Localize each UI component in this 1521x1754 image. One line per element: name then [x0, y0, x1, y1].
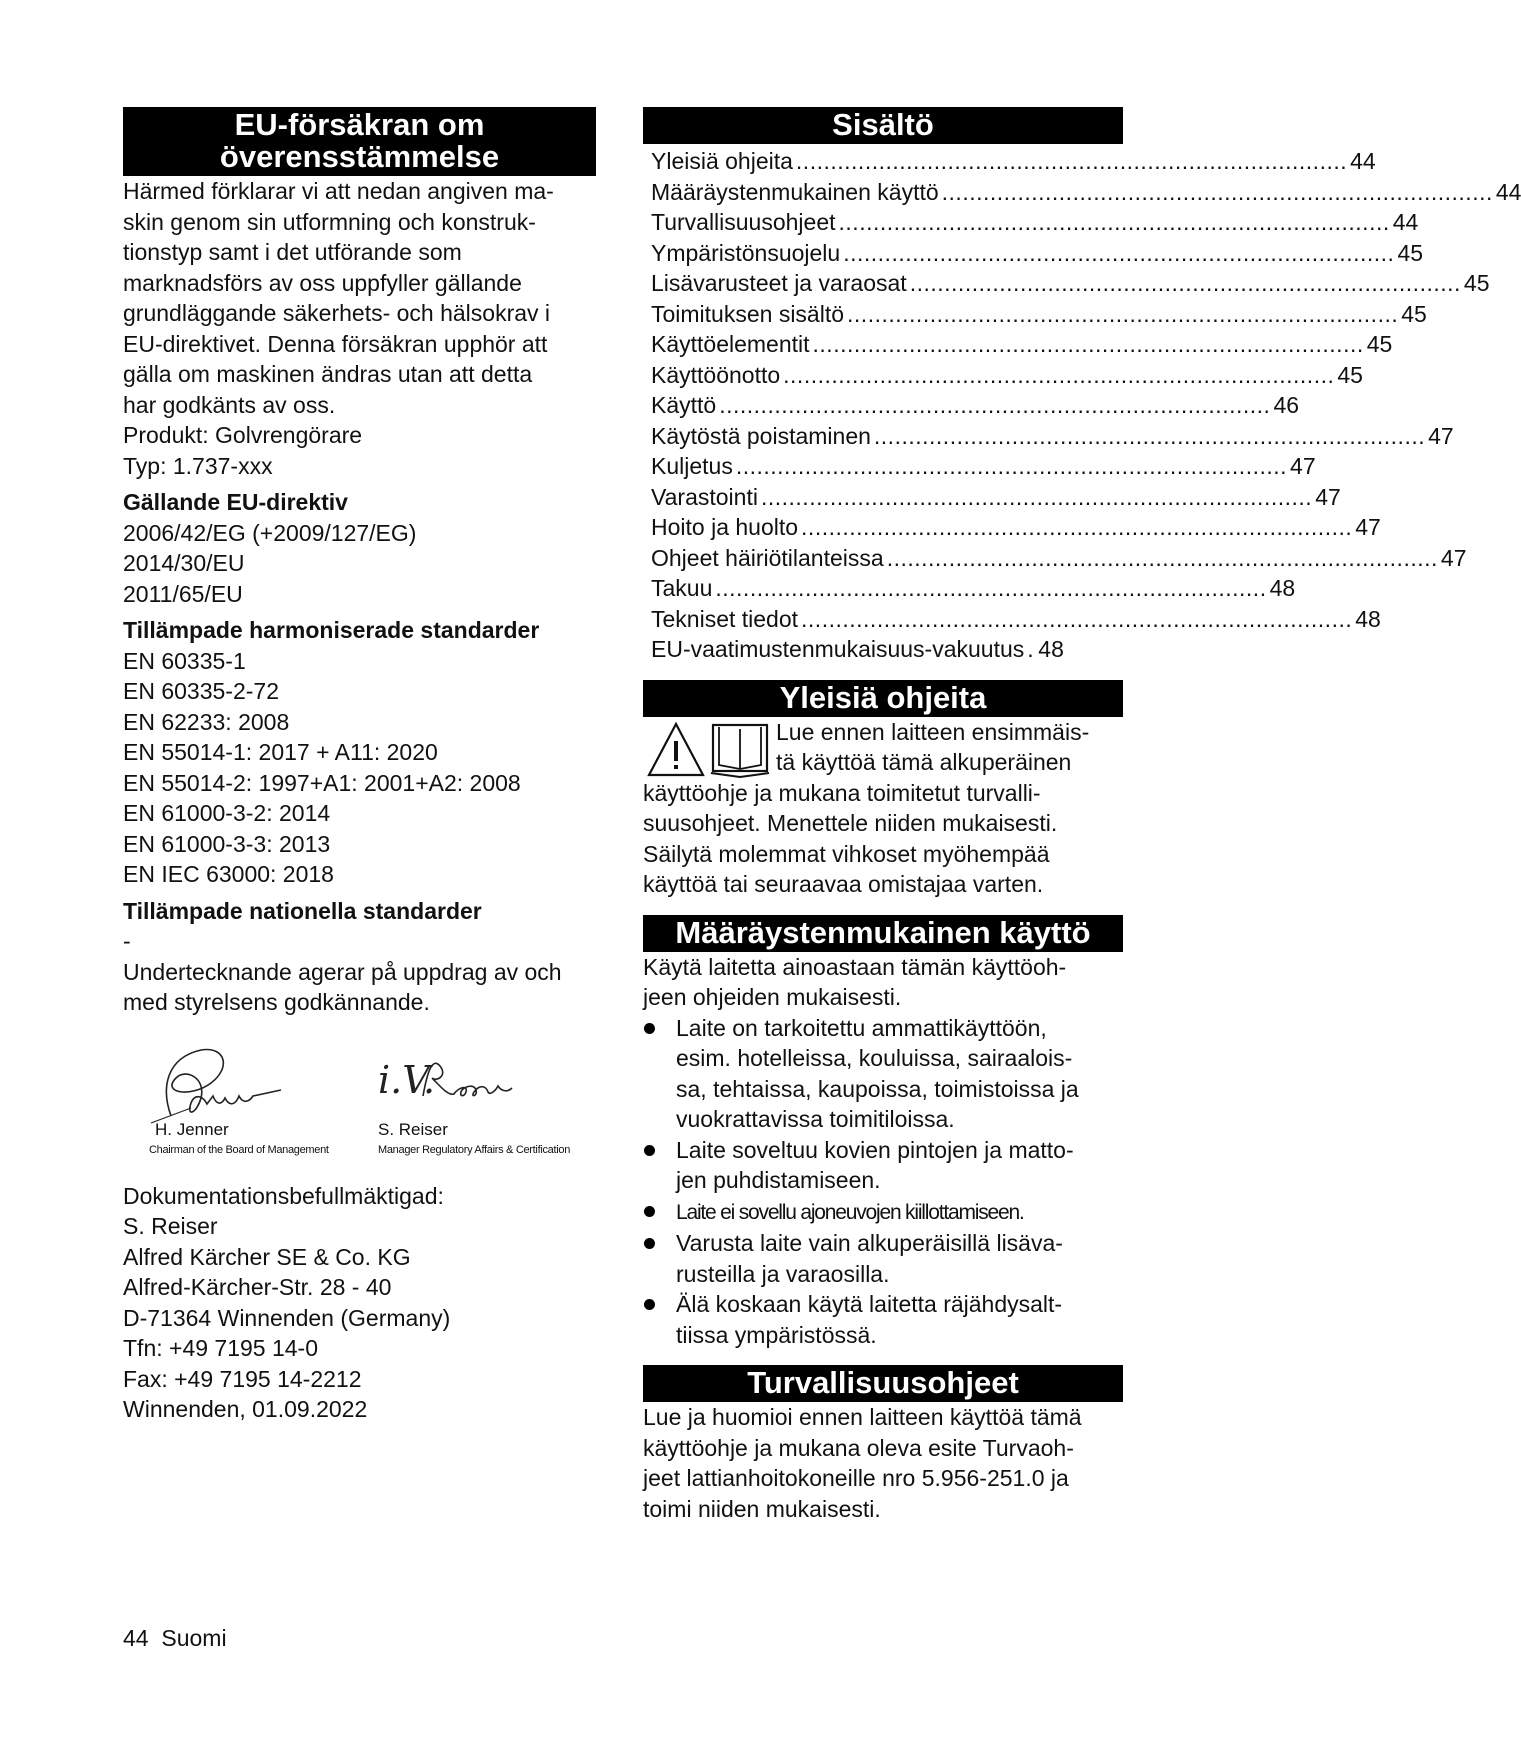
documentation-block: [123, 1181, 596, 1425]
standard-item: EN 60335-2-72: [123, 678, 279, 704]
general-line: suusohjeet. Menettele niiden mukaisesti.: [643, 810, 1058, 836]
signatory-line: med styrelsens godkännande.: [123, 989, 430, 1015]
toc-entry[interactable]: Käyttö ................................................................................ 46: [643, 390, 1103, 421]
documentation-line: Tfn: +49 7195 14-0: [123, 1335, 319, 1361]
toc-entry-page: 45: [1397, 239, 1424, 266]
toc-entry-page: 44: [1392, 209, 1419, 235]
toc-entry-title: Varastointi: [651, 483, 758, 510]
toc-entry-title: Käyttöelementit: [651, 331, 810, 357]
toc-entry-page: 46: [1273, 392, 1300, 418]
declaration-heading-line2: överensstämmelse: [219, 139, 500, 174]
general-instructions-heading: Yleisiä ohjeita: [643, 680, 1123, 717]
declaration-heading-line1: EU-försäkran om: [234, 107, 485, 142]
signature-block: [123, 1038, 596, 1173]
general-line: tä käyttöä tämä alkuperäinen: [776, 749, 1072, 775]
documentation-line: D-71364 Winnenden (Germany): [123, 1304, 451, 1331]
directive-item: 2011/65/EU: [123, 580, 243, 607]
standard-item: EN IEC 63000: 2018: [123, 861, 334, 887]
standard-item: EN 62233: 2008: [123, 708, 290, 735]
toc-entry-title: Turvallisuusohjeet: [651, 209, 836, 235]
toc-entry[interactable]: Yleisiä ohjeita ................................................................................ 44: [643, 146, 1103, 177]
standard-item: EN 55014-1: 2017 + A11: 2020: [123, 739, 438, 765]
toc-entry[interactable]: Käytöstä poistaminen ................................................................................ 47: [643, 421, 1103, 452]
table-of-contents: [643, 146, 1521, 665]
contents-column: [643, 107, 1521, 1524]
toc-entry-title: Käytöstä poistaminen: [651, 422, 871, 449]
warning-manual-icons: [647, 721, 773, 779]
documentation-line: Dokumentationsbefullmäktigad:: [123, 1182, 444, 1209]
toc-entry[interactable]: Varastointi ................................................................................ 47: [643, 482, 1103, 513]
documentation-line: Alfred Kärcher SE & Co. KG: [123, 1243, 411, 1270]
intro-line: marknadsförs av oss uppfyller gällande: [123, 269, 522, 296]
footer-language: Suomi: [161, 1625, 227, 1651]
directives-heading: Gällande EU-direktiv: [123, 489, 348, 515]
toc-entry-page: 45: [1366, 331, 1393, 357]
type-line: Typ: 1.737-xxx: [123, 452, 273, 479]
toc-heading: Sisältö: [643, 107, 1123, 144]
signature2-name: S. Reiser: [378, 1119, 448, 1139]
toc-entry-page: 47: [1428, 422, 1454, 449]
toc-entry-page: 47: [1440, 544, 1467, 571]
intro-line: gälla om maskinen ändras utan att detta: [123, 361, 533, 387]
intended-use-body: [643, 952, 1123, 1351]
toc-entry-title: EU-vaatimustenmukaisuus-vakuutus: [651, 636, 1025, 662]
declaration-intro: [123, 176, 596, 420]
toc-entry[interactable]: Toimituksen sisältö ................................................................................ 45: [643, 299, 1103, 330]
toc-entry-title: Yleisiä ohjeita: [651, 148, 793, 174]
toc-entry-title: Toimituksen sisältö: [651, 300, 845, 327]
intro-line: EU-direktivet. Denna försäkran upphör att: [123, 330, 548, 357]
toc-entry-page: 44: [1350, 148, 1376, 174]
toc-entry[interactable]: Lisävarusteet ja varaosat ................................................................................ 45: [643, 268, 1103, 299]
signature2-role: Manager Regulatory Affairs & Certification: [378, 1143, 571, 1156]
warning-triangle-icon: [649, 724, 703, 775]
toc-entry-title: Käyttöönotto: [651, 361, 781, 388]
toc-entry-title: Määräystenmukainen käyttö: [651, 178, 939, 205]
signature-reiser-scribble: [378, 1048, 538, 1108]
toc-entry[interactable]: Ohjeet häiriötilanteissa ................................................................................ 47: [643, 543, 1103, 574]
toc-entry-page: 48: [1355, 605, 1381, 632]
documentation-line: Alfred-Kärcher-Str. 28 - 40: [123, 1274, 392, 1300]
toc-entry[interactable]: Takuu ................................................................................ 48: [643, 573, 1103, 604]
declaration-heading: [123, 107, 596, 176]
directive-item: 2014/30/EU: [123, 550, 245, 576]
toc-entry-page: 45: [1337, 361, 1363, 388]
standard-item: EN 60335-1: [123, 647, 246, 674]
product-line: Produkt: Golvrengörare: [123, 422, 363, 448]
list-item: Laite soveltuu kovien pintojen ja matto- jen puhdistamiseen.: [643, 1135, 1123, 1196]
toc-entry[interactable]: Käyttöelementit ................................................................................ 45: [643, 329, 1103, 360]
toc-entry[interactable]: Tekniset tiedot ................................................................................ 48: [643, 604, 1103, 635]
standard-item: EN 61000-3-3: 2013: [123, 830, 331, 857]
toc-entry[interactable]: Turvallisuusohjeet ................................................................................ 44: [643, 207, 1103, 238]
signatory-line: Undertecknande agerar på uppdrag av och: [123, 958, 562, 985]
toc-entry-title: Hoito ja huolto: [651, 514, 799, 540]
general-instructions-body: [643, 717, 1123, 900]
intro-line: Härmed förklarar vi att nedan angiven ma-: [123, 178, 554, 204]
toc-entry[interactable]: Hoito ja huolto ................................................................................ 47: [643, 512, 1103, 543]
list-item: Laite ei sovellu ajoneuvojen kiillottamiseen.: [643, 1196, 1123, 1229]
toc-entry[interactable]: Määräystenmukainen käyttö ................................................................................ 44: [643, 177, 1103, 208]
toc-entry-title: Ohjeet häiriötilanteissa: [651, 544, 884, 571]
toc-entry-title: Takuu: [651, 575, 713, 601]
intro-line: grundläggande säkerhets- och hälsokrav i: [123, 300, 551, 326]
toc-entry-page: 45: [1463, 270, 1490, 296]
intro-line: skin genom sin utformning och konstruk-: [123, 208, 536, 235]
declaration-column: [123, 107, 596, 1425]
intro-line: tionstyp samt i det utförande som: [123, 239, 462, 265]
manual-book-icon: [711, 725, 769, 777]
national-standards-value: -: [123, 928, 131, 954]
documentation-line: Fax: +49 7195 14-2212: [123, 1365, 362, 1392]
toc-entry-title: Käyttö: [651, 392, 717, 418]
standard-item: EN 61000-3-2: 2014: [123, 800, 331, 826]
intended-line: Käytä laitetta ainoastaan tämän käyttöoh-: [643, 953, 1067, 980]
safety-line: käyttöohje ja mukana oleva esite Turvaoh-: [643, 1434, 1074, 1461]
harmonised-standards-heading: Tillämpade harmoniserade standarder: [123, 617, 540, 643]
signature-reiser-prefix: i.V.: [378, 1057, 436, 1102]
standard-item: EN 55014-2: 1997+A1: 2001+A2: 2008: [123, 769, 521, 796]
page-number: 44: [123, 1625, 149, 1651]
intended-use-heading: Määräystenmukainen käyttö: [643, 915, 1123, 952]
list-item: Varusta laite vain alkuperäisillä lisäva- rusteilla ja varaosilla.: [643, 1228, 1123, 1289]
list-item: Älä koskaan käytä laitetta räjähdysalt- tiissa ympäristössä.: [643, 1289, 1123, 1350]
toc-entry-title: Kuljetus: [651, 453, 733, 479]
toc-entry-page: 48: [1269, 575, 1296, 601]
toc-entry[interactable]: EU-vaatimustenmukaisuus-vakuutus . 48: [643, 634, 1103, 665]
toc-entry[interactable]: Käyttöönotto ................................................................................ 45: [643, 360, 1103, 391]
safety-line: jeet lattianhoitokoneille nro 5.956-251.0 ja: [643, 1465, 1069, 1491]
toc-entry-title: Ympäristönsuojelu: [651, 239, 841, 266]
signature1-role: Chairman of the Board of Management: [149, 1143, 329, 1156]
directive-item: 2006/42/EG (+2009/127/EG): [123, 519, 417, 546]
toc-entry-page: 45: [1401, 300, 1427, 327]
toc-entry-title: Tekniset tiedot: [651, 605, 799, 632]
toc-entry-page: 47: [1290, 453, 1316, 479]
toc-entry-page: 47: [1355, 514, 1381, 540]
national-standards-heading: Tillämpade nationella standarder: [123, 897, 482, 924]
general-line: käyttöä tai seuraavaa omistajaa varten.: [643, 871, 1044, 897]
toc-entry[interactable]: Ympäristönsuojelu ................................................................................ 45: [643, 238, 1103, 269]
toc-entry[interactable]: Kuljetus ................................................................................ 47: [643, 451, 1103, 482]
toc-entry-page: 44: [1495, 178, 1521, 205]
safety-line: toimi niiden mukaisesti.: [643, 1495, 881, 1522]
signature1-name: H. Jenner: [155, 1119, 229, 1139]
intended-use-list: [643, 1013, 1123, 1351]
intended-line: jeen ohjeiden mukaisesti.: [643, 984, 902, 1010]
toc-entry-title: Lisävarusteet ja varaosat: [651, 270, 907, 296]
general-line: Lue ennen laitteen ensimmäis-: [776, 718, 1090, 745]
intro-line: har godkänts av oss.: [123, 391, 336, 418]
safety-body: [643, 1402, 1123, 1524]
general-line: Säilytä molemmat vihkoset myöhempää: [643, 840, 1050, 867]
safety-line: Lue ja huomioi ennen laitteen käyttöä tämä: [643, 1404, 1082, 1430]
page-footer: [123, 1624, 227, 1652]
toc-entry-page: 48: [1038, 636, 1064, 662]
safety-heading: Turvallisuusohjeet: [643, 1365, 1123, 1402]
signature-jenner-scribble: [131, 1038, 301, 1133]
list-item: Laite on tarkoitettu ammattikäyttöön, esim. hotelleissa, kouluissa, sairaalois- sa, tehtaissa, kaupoissa, toimistoissa ja vuokrattavissa toimitiloissa.: [643, 1013, 1123, 1135]
general-line: käyttöohje ja mukana toimitetut turvalli-: [643, 779, 1041, 806]
documentation-line: S. Reiser: [123, 1213, 218, 1239]
toc-entry-page: 47: [1315, 483, 1341, 510]
documentation-line: Winnenden, 01.09.2022: [123, 1396, 368, 1422]
